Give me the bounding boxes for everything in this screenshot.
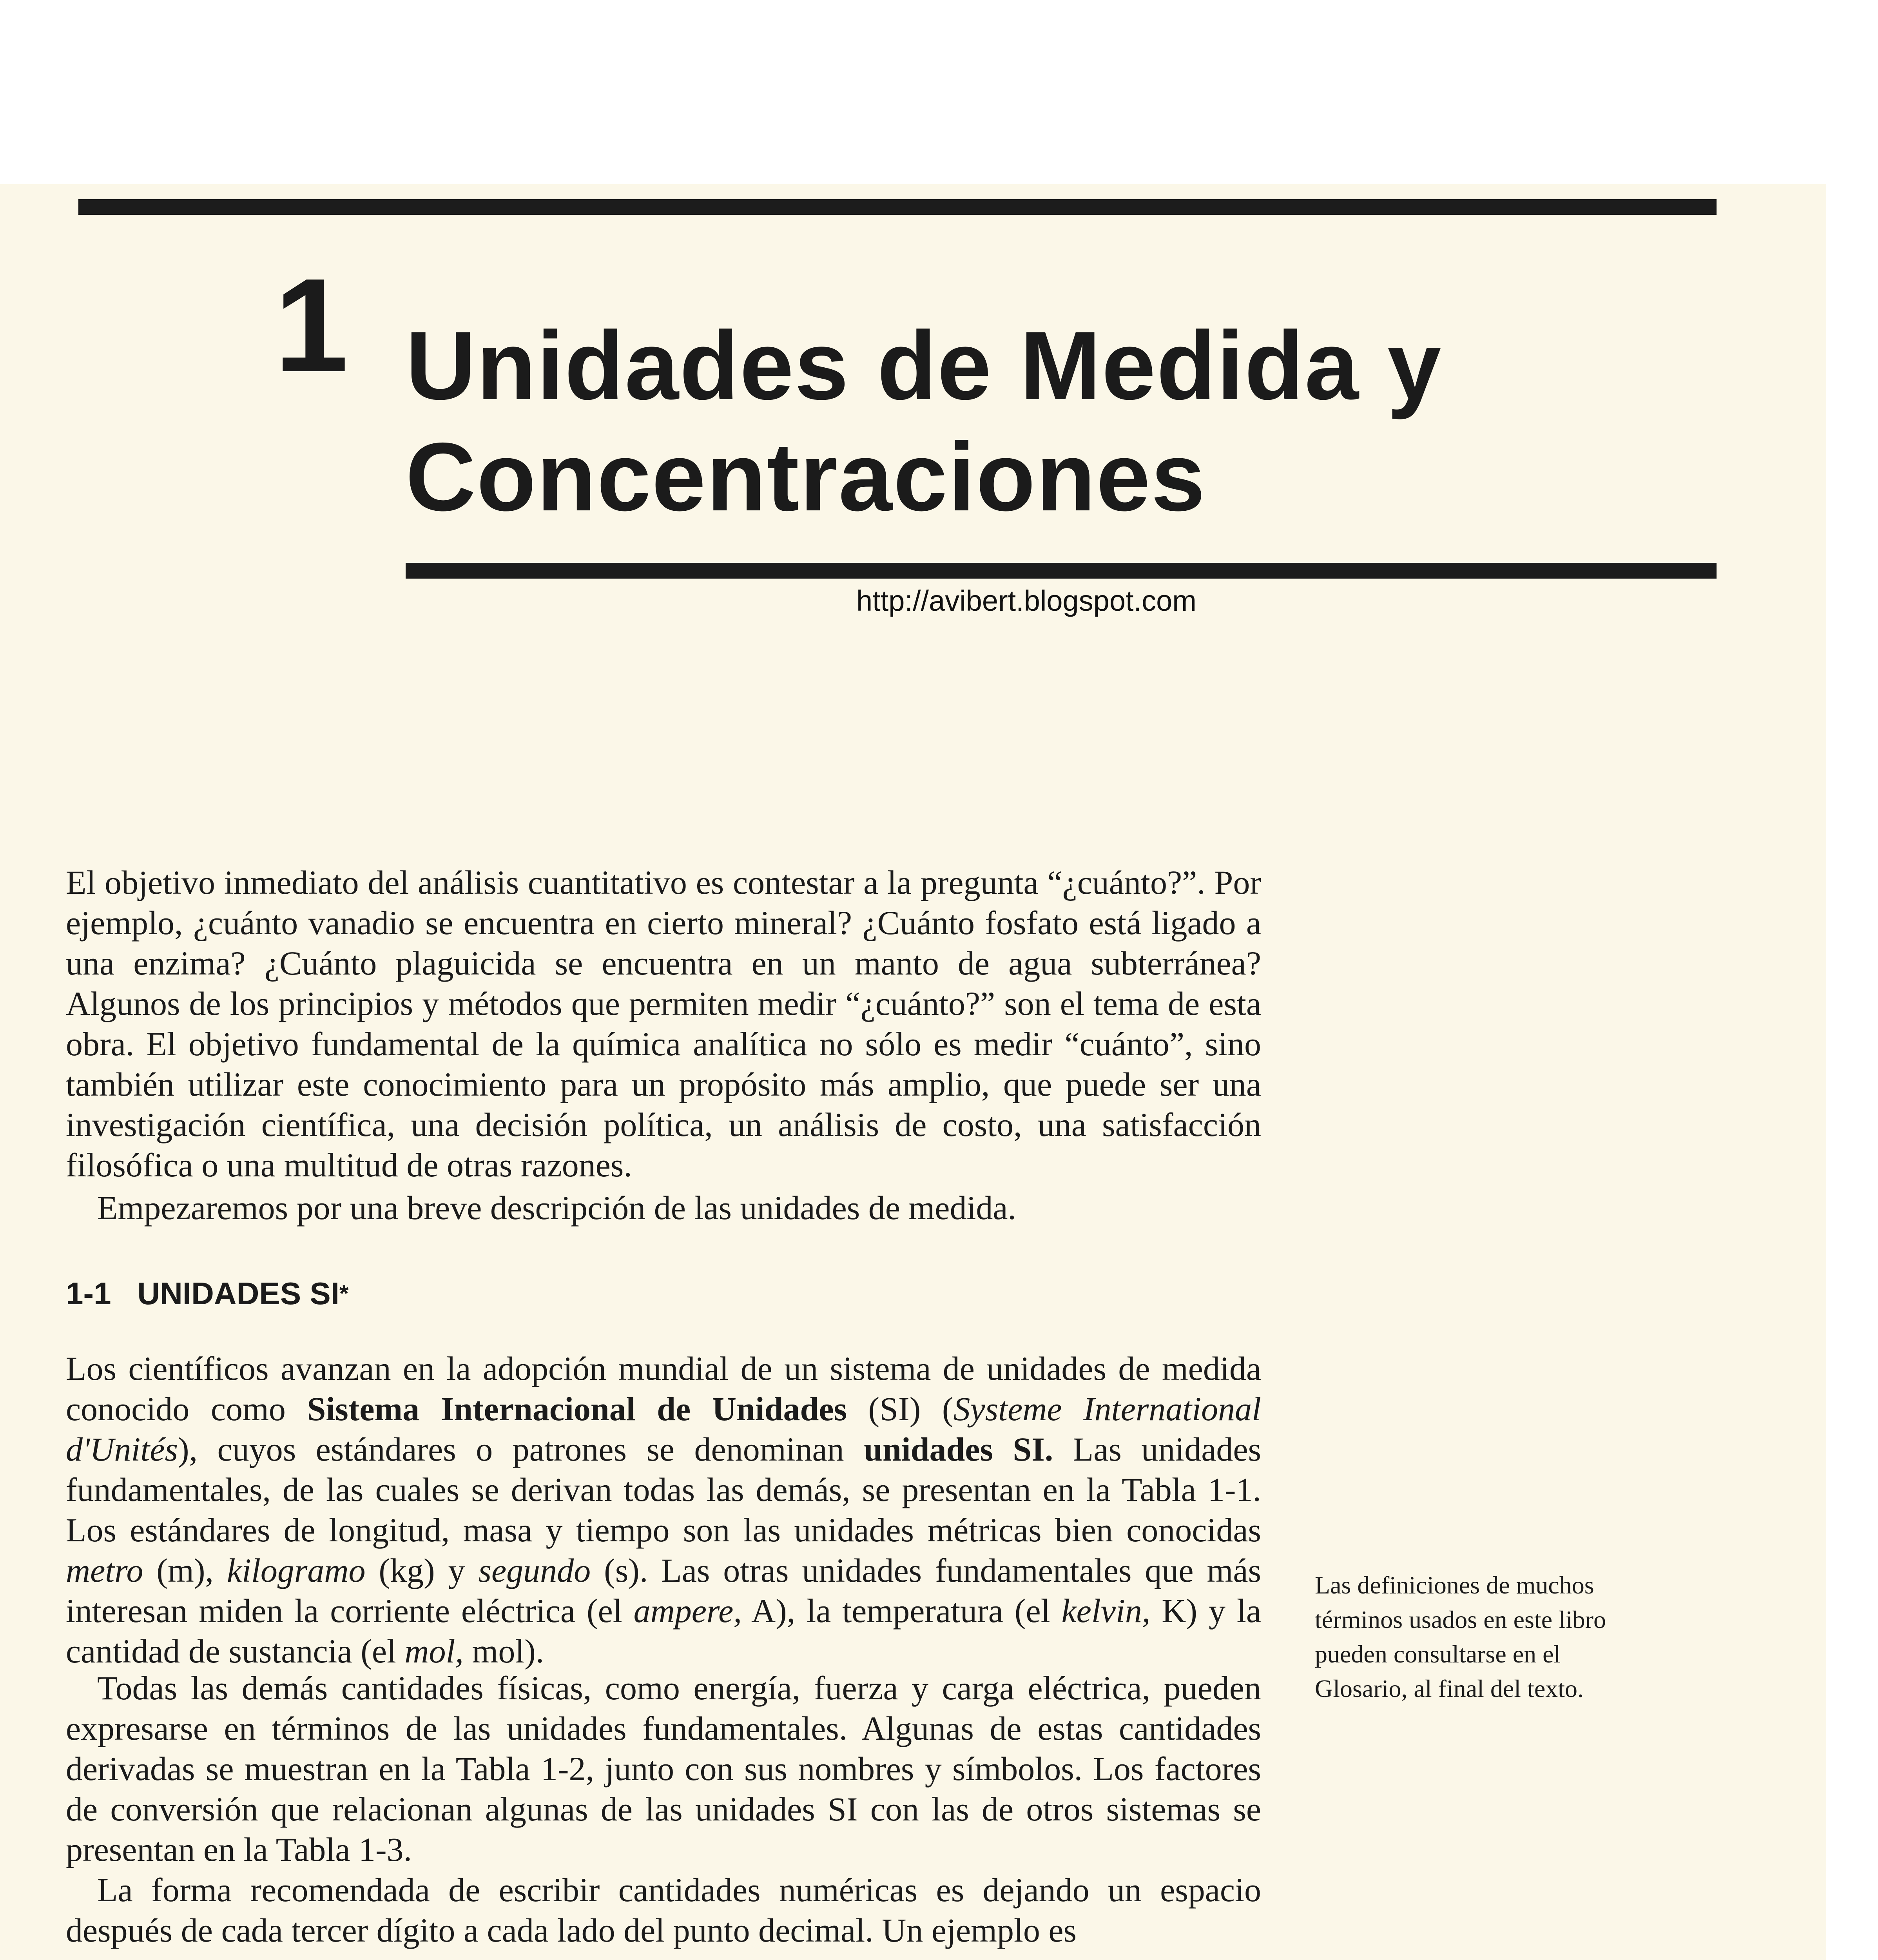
term-si-units: unidades SI. xyxy=(864,1430,1053,1468)
chapter-title xyxy=(406,310,1699,532)
section-heading xyxy=(66,1274,348,1313)
title-rule xyxy=(406,563,1717,579)
margin-note: Las definiciones de muchos términos usados en este libro pueden consultarse en el Glosario, al final del texto. xyxy=(1315,1571,1606,1702)
top-rule xyxy=(78,199,1717,215)
term-kilogramo: kilogramo xyxy=(227,1552,366,1589)
intro-closing-paragraph: Empezaremos por una breve descripción de las unidades de medida. xyxy=(97,1189,1017,1227)
section-title: UNIDADES SI xyxy=(137,1276,339,1311)
term-si: Sistema Internacional de Unidades xyxy=(307,1390,847,1428)
term-si-french: Systeme International d'Unités xyxy=(66,1390,1261,1468)
chapter-number: 1 xyxy=(274,251,345,400)
number-format-paragraph: La forma recomendada de escribir cantidades numéricas es dejando un espacio después de cada tercer dígito a cada lado del punto decimal. Un ejemplo es xyxy=(66,1871,1261,1949)
term-segundo: segundo xyxy=(478,1552,591,1589)
chapter-title-line-2: Concentraciones xyxy=(406,422,1206,531)
intro-paragraph: El objetivo inmediato del análisis cuantitativo es contestar a la pregunta “¿cuánto?”. Por ejemplo, ¿cuánto vanadio se encuentra en cierto mineral? ¿Cuánto fosfato está ligado a una enzima? ¿Cuánto plaguicida se encuentra en un manto de agua subterránea? Algunos de los principios y métodos que permiten medir “¿cuánto?” son el tema de esta obra. El objetivo fundamental de la química analítica no sólo es medir “cuánto”, sino también utilizar este conocimiento para un propósito más amplio, que puede ser una investigación científica, una decisión política, un análisis de costo, una satisfacción filosófica o una multitud de otras razones. xyxy=(66,864,1261,1184)
term-mol: mol, xyxy=(404,1632,464,1670)
source-url: http://avibert.blogspot.com xyxy=(856,584,1196,617)
term-kelvin: kelvin, xyxy=(1061,1592,1151,1630)
derived-units-paragraph: Todas las demás cantidades físicas, como energía, fuerza y carga eléctrica, pueden expresarse en términos de las unidades fundamentales. Algunas de estas cantidades derivadas se muestran en la Tabla 1-2, junto con sus nombres y símbolos. Los factores de conversión que relacionan algunas de las unidades SI con las de otros sistemas se presentan en la Tabla 1-3. xyxy=(66,1669,1261,1868)
term-ampere: ampere, xyxy=(633,1592,742,1630)
footnote-marker: * xyxy=(339,1280,349,1307)
term-metro: metro xyxy=(66,1552,143,1589)
section-number: 1-1 xyxy=(66,1276,111,1311)
chapter-title-line-1: Unidades de Medida y xyxy=(406,311,1442,420)
si-paragraph: Los científicos avanzan en la adopción mundial de un sistema de unidades de medida conocido como Sistema Internacional de Unidades (SI) (Systeme International d'Unités), cuyos estándares o patrones se denominan unidades SI. Las unidades fundamentales, de las cuales se derivan todas las demás, se presentan en la Tabla 1-1. Los estándares de longitud, masa y tiempo son las unidades métricas bien conocidas metro (m), kilogramo (kg) y segundo (s). Las otras unidades fundamentales que más interesan miden la corriente eléctrica (el ampere, A), la temperatura (el kelvin, K) y la cantidad de sustancia (el mol, mol). xyxy=(66,1350,1262,1670)
